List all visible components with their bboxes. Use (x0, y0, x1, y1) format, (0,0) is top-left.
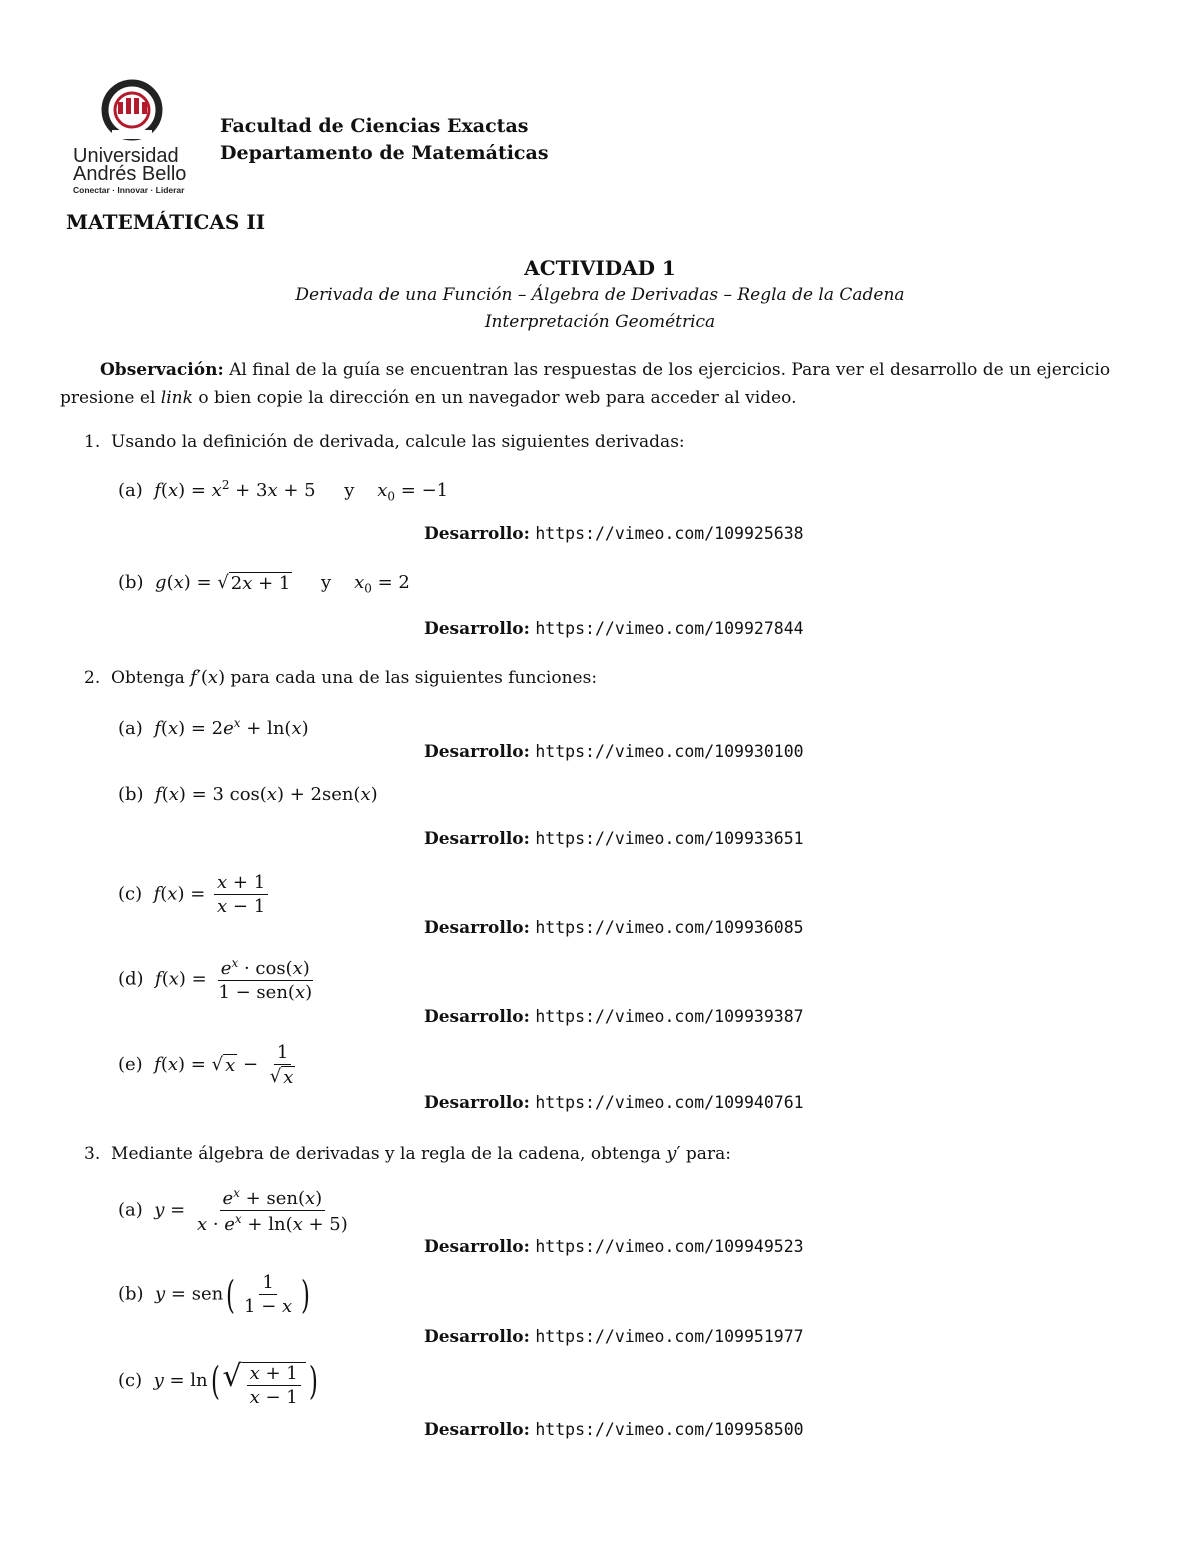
development-label: Desarrollo: (424, 1093, 530, 1113)
exercise-3b: (b) y = sen( $\frac{1}{1 - x}$ ) (118, 1272, 311, 1317)
video-link[interactable]: https://vimeo.com/109958500 (535, 1420, 804, 1439)
exercise-1b: (b) g(x) = √ 2x + 1 y $x_0 = 2$ (118, 572, 410, 596)
exercise-label: (b) (118, 1283, 144, 1305)
exercise-label: (c) (118, 1370, 143, 1391)
observation-paragraph (60, 356, 1135, 412)
video-link[interactable]: https://vimeo.com/109927844 (535, 619, 804, 638)
department-name: Departamento de Matemáticas (220, 142, 549, 164)
development-link-row (424, 619, 804, 639)
video-link[interactable]: https://vimeo.com/109940761 (535, 1093, 804, 1112)
exercise-2e: (e) f(x) = √ x − 1 √ x (118, 1042, 294, 1088)
development-link-row (424, 829, 804, 849)
exercise-3a: (a) y = $\frac{e^x + sen(x)}{x \cdot e^x + \ln(x + 5)}$ (118, 1186, 348, 1235)
video-link[interactable]: https://vimeo.com/109951977 (535, 1327, 804, 1346)
observation-link-word: link (160, 388, 193, 408)
development-link-row (424, 1327, 804, 1347)
development-link-row (424, 918, 804, 938)
question-3: 3. Mediante álgebra de derivadas y la regla de la cadena, obtenga y′ para: (84, 1143, 731, 1164)
conjunction: y (344, 480, 355, 501)
exercise-label: (c) (118, 883, 143, 905)
development-link-row (424, 1237, 804, 1257)
exercise-2a: (a) $f(x) = 2e^x + \ln(x)$ (118, 716, 309, 739)
question-number: 1. (84, 432, 101, 452)
question-prompt-start: Obtenga (111, 668, 185, 688)
development-label: Desarrollo: (424, 1420, 530, 1440)
development-label: Desarrollo: (424, 829, 530, 849)
video-link[interactable]: https://vimeo.com/109939387 (535, 1007, 804, 1026)
question-prompt-end: para cada una de las siguientes funciones: (230, 668, 598, 688)
exercise-label: (b) (118, 572, 144, 593)
exercise-label: (a) (118, 480, 143, 501)
faculty-name: Facultad de Ciencias Exactas (220, 115, 529, 137)
exercise-3c: (c) y = ln( √ $\frac{x + 1}{x - 1}$ ) (118, 1359, 318, 1408)
video-link[interactable]: https://vimeo.com/109930100 (535, 742, 804, 761)
logo-tagline: Conectar · Innovar · Liderar (73, 185, 185, 195)
exercise-2c: (c) f(x) = $\frac{x + 1}{x - 1}$ (118, 872, 271, 917)
development-label: Desarrollo: (424, 1237, 530, 1257)
question-2: 2. Obtenga f′(x) para cada una de las siguientes funciones: (84, 667, 598, 688)
observation-label: Observación: (100, 360, 224, 380)
logo-line2: Andrés Bello (73, 163, 187, 185)
exercise-label: (a) (118, 1199, 143, 1221)
exercise-label: (a) (118, 718, 143, 739)
video-link[interactable]: https://vimeo.com/109933651 (535, 829, 804, 848)
development-label: Desarrollo: (424, 742, 530, 762)
faculty-heading (220, 113, 549, 167)
observation-text: Al final de la guía se encuentran las respuestas de los ejercicios. Para ver el desarrollo de un ejercicio presione el (60, 360, 1111, 408)
exercise-1a: (a) $f(x) = x^2 + 3x + 5$ y $x_0 = -1$ (118, 478, 449, 504)
conjunction: y (321, 572, 332, 593)
development-link-row (424, 1420, 804, 1440)
question-prompt-end: para: (685, 1144, 731, 1164)
development-label: Desarrollo: (424, 918, 530, 938)
question-number: 3. (84, 1144, 101, 1164)
development-link-row (424, 742, 804, 762)
question-prompt: Usando la definición de derivada, calcule las siguientes derivadas: (111, 432, 685, 452)
video-link[interactable]: https://vimeo.com/109949523 (535, 1237, 804, 1256)
university-logo (68, 76, 208, 196)
development-label: Desarrollo: (424, 1327, 530, 1347)
exercise-label: (d) (118, 968, 144, 990)
exercise-label: (e) (118, 1054, 143, 1075)
question-1 (84, 432, 685, 452)
exercise-2d: (d) f(x) = $\frac{e^x \cdot \cos(x)}{\text{1 − sen(x)}}$ (118, 956, 313, 1003)
question-number: 2. (84, 668, 101, 688)
activity-subtitle-1: Derivada de una Función – Álgebra de Derivadas – Regla de la Cadena (295, 285, 905, 305)
development-link-row (424, 524, 804, 544)
observation-text-end: o bien copie la dirección en un navegador web para acceder al video. (198, 388, 797, 408)
exercise-label: (b) (118, 784, 144, 805)
development-label: Desarrollo: (424, 524, 530, 544)
course-title: MATEMÁTICAS II (66, 210, 266, 234)
video-link[interactable]: https://vimeo.com/109925638 (535, 524, 804, 543)
video-link[interactable]: https://vimeo.com/109936085 (535, 918, 804, 937)
activity-subtitle-2: Interpretación Geométrica (484, 312, 716, 332)
exercise-2b: (b) f(x) = 3 cos(x) + 2sen(x) (118, 784, 378, 805)
logo-emblem-icon (68, 76, 208, 196)
activity-title: ACTIVIDAD 1 (524, 256, 676, 280)
question-prompt-start: Mediante álgebra de derivadas y la regla de la cadena, obtenga (111, 1144, 661, 1164)
development-link-row (424, 1093, 804, 1113)
development-label: Desarrollo: (424, 1007, 530, 1027)
development-link-row (424, 1007, 804, 1027)
development-label: Desarrollo: (424, 619, 530, 639)
logo-line1: Universidad (73, 145, 179, 167)
